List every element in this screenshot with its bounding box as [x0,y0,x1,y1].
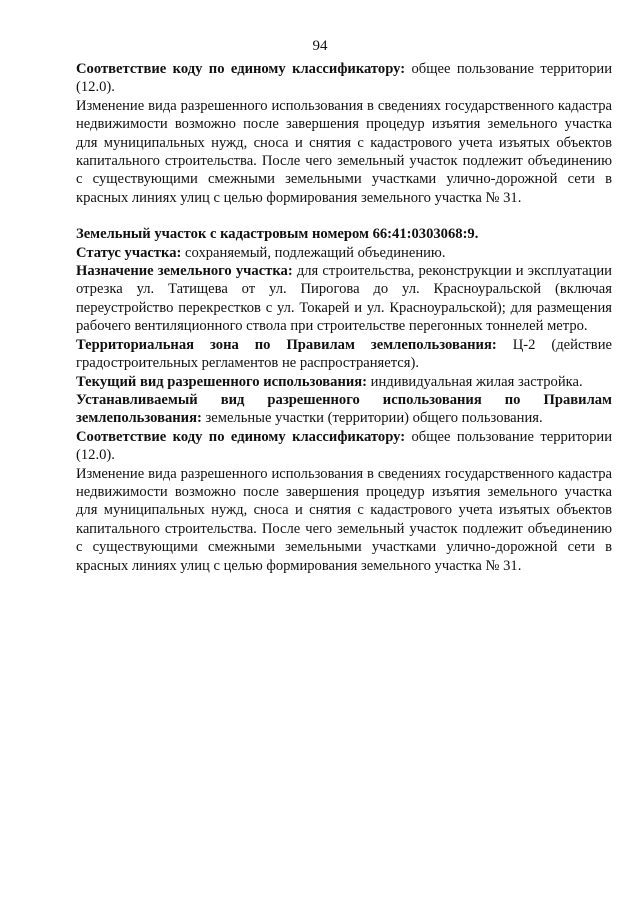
current-use-label: Текущий вид разрешенного использования: [76,373,368,390]
purpose-label: Назначение земельного участка: [76,263,293,280]
page-number: 94 [312,38,328,54]
parcel-heading: Земельный участок с кадастровым номером 66:41:0303068:9. [76,226,479,243]
purpose-value: для строительства, реконструкции и эксплуатации отрезка ул. Татищева от ул. Пирогова до ул. Красноуральской (включая переустройство перекрестков с ул. Токарей и ул. Красноуральской); для размещения рабочего вентиляционного ствола при строительстве перегонных тоннелей метро. [76,263,612,335]
correspondence-paragraph [76,60,612,97]
current-use-paragraph [76,373,612,391]
zone-value: Ц-2 (действие градостроительных регламентов не распространяется). [76,336,612,372]
current-use-value: индивидуальная жилая застройка. [367,373,583,390]
status-paragraph [76,244,612,262]
status-label: Статус участка: [76,244,182,261]
page-content [76,60,612,575]
correspondence-label: Соответствие коду по единому классификатору: [76,61,406,77]
correspondence-value: общее пользование территории (12.0). [76,61,612,96]
correspondence-value-2: общее пользование территории (12.0). [76,428,612,464]
zone-label: Территориальная зона по Правилам землепользования: [76,336,497,353]
established-use-paragraph [76,391,612,428]
section-gap [76,207,612,225]
change-paragraph: Изменение вида разрешенного использования в сведениях государственного кадастра недвижимости возможно после завершения процедур изъятия земельного участка для муниципальных нужд, сноса и снятия с кадастрового учета изъятых объектов капитального строительства. После чего земельный участок подлежит объединению с существующими смежными земельными участками улично-дорожной сети в красных линиях улиц с целью формирования земельного участка № 31. [76,97,612,206]
correspondence-label-2: Соответствие коду по единому классификатору: [76,428,406,445]
established-use-value: земельные участки (территории) общего пользования. [201,410,543,427]
established-use-label: Устанавливаемый вид разрешенного использования по Правилам землепользования: [76,391,612,427]
zone-paragraph [76,336,612,373]
purpose-paragraph [76,262,612,336]
change-paragraph-2: Изменение вида разрешенного использования в сведениях государственного кадастра недвижимости возможно после завершения процедур изъятия земельного участка для муниципальных нужд, сноса и снятия с кадастрового учета изъятых объектов капитального строительства. После чего земельный участок подлежит объединению с существующими смежными земельными участками улично-дорожной сети в красных линиях улиц с целью формирования земельного участка № 31. [76,465,612,574]
correspondence-paragraph-2 [76,428,612,465]
status-value: сохраняемый, подлежащий объединению. [181,244,446,261]
